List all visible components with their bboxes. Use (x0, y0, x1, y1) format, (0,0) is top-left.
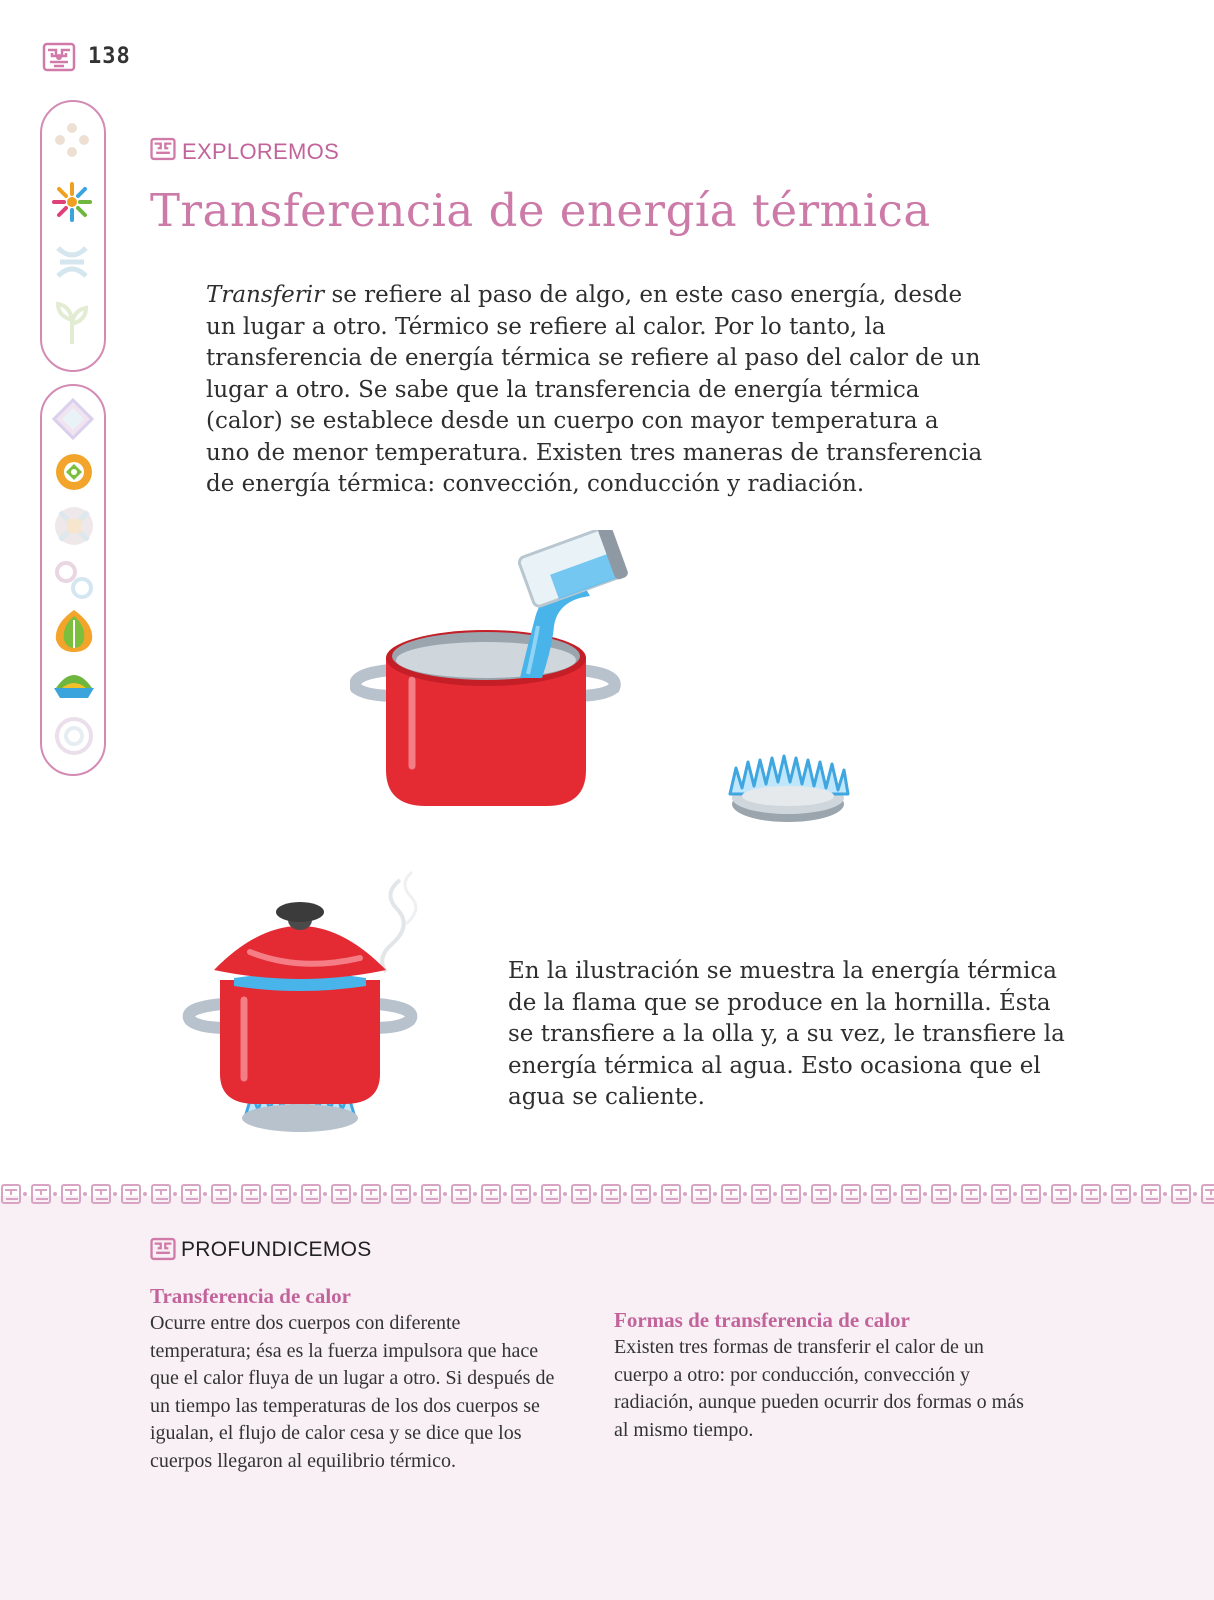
sidebar-sprout-icon (50, 298, 94, 348)
glyph-label-icon (150, 1236, 176, 1262)
glyph-label-icon (150, 136, 176, 162)
intro-paragraph (206, 280, 986, 501)
intro-italic-term: Transferir (206, 282, 325, 308)
pot-on-burner-illustration (180, 868, 440, 1148)
sidebar-diamond-icon (52, 398, 94, 440)
pot-pouring-illustration (350, 530, 650, 830)
sidebar-swirl-icon (52, 714, 96, 758)
heat-forms-text: Existen tres formas de transferir el calor de un cuerpo a otro: por conducción, convección y radiación, aunque pueden ocurrir dos formas o más al mismo tiempo. (614, 1336, 1024, 1441)
heat-transfer-text: Ocurre entre dos cuerpos con diferente temperatura; ésa es la fuerza impulsora que hace que el calor fluya de un lugar a otro. Si después de un tiempo las temperaturas de los dos cuerpos se igualan, el flujo de calor cesa y se dice que los cuerpos llegaron al equilibrio térmico. (150, 1312, 555, 1472)
gas-burner-illustration (722, 752, 854, 828)
sidebar-sun-icon (48, 178, 96, 226)
heat-forms-title: Formas de transferencia de calor (614, 1308, 910, 1332)
sidebar-leaf-icon (52, 608, 96, 654)
glyph-logo-icon (42, 40, 76, 74)
sidebar-hat-icon (52, 666, 96, 702)
intro-text: se refiere al paso de algo, en este caso energía, desde un lugar a otro. Térmico se refiere al calor. Por lo tanto, la transferencia de energía térmica se refiere al paso del calor de un lugar a otro. Se sabe que la transferencia de energía térmica (calor) se establece desde un cuerpo con mayor temperatura a uno de menor temperatura. Existen tres maneras de transferencia de energía térmica: convección, conducción y radiación. (206, 282, 983, 497)
page-title: Transferencia de energía térmica (150, 184, 931, 237)
sidebar-star-icon (52, 504, 96, 548)
explore-label: EXPLOREMOS (182, 139, 340, 164)
sidebar-figure-icon (50, 240, 94, 284)
sidebar-spiral-icon (52, 558, 96, 602)
sidebar-ring-icon (52, 450, 96, 494)
deepen-label: PROFUNDICEMOS (181, 1238, 372, 1261)
decorative-glyph-band (0, 1182, 1214, 1206)
page-number: 138 (88, 44, 131, 69)
sidebar-dots-icon (50, 118, 94, 162)
illustration-caption: En la ilustración se muestra la energía térmica de la flama que se produce en la hornilla. Ésta se transfiere a la olla y, a su vez, le transfiere la energía térmica al agua. Esto ocasiona que el agua se caliente. (508, 958, 1065, 1110)
heat-transfer-title: Transferencia de calor (150, 1284, 352, 1308)
